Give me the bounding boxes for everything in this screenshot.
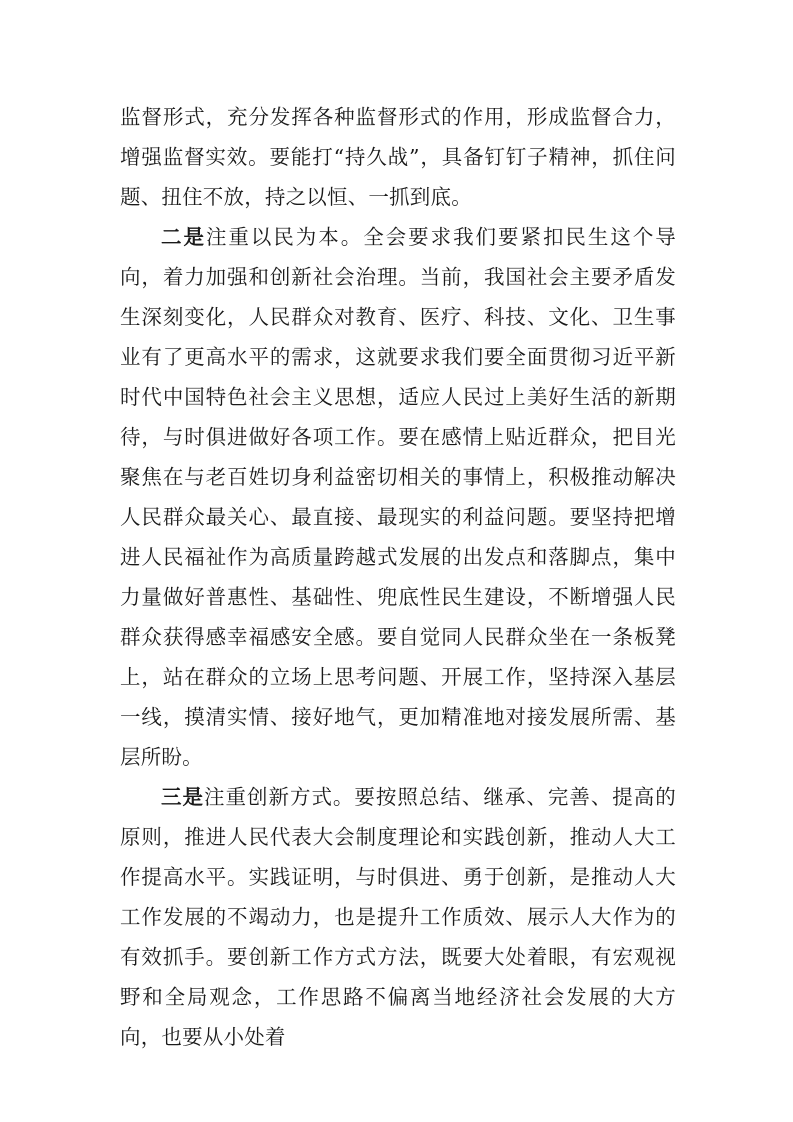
paragraph-point-two — [120, 217, 676, 777]
paragraph-continuation — [120, 97, 676, 217]
paragraph-text: 注重以民为本。全会要求我们要紧扣民生这个导向，着力加强和创新社会治理。当前，我国社会主要矛盾发生深刻变化，人民群众对教育、医疗、科技、文化、卫生事业有了更高水平的需求，这就要求我们要全面贯彻习近平新时代中国特色社会主义思想，适应人民过上美好生活的新期待，与时俱进做好各项工作。要在感情上贴近群众，把目光聚焦在与老百姓切身利益密切相关的事情上，积极推动解决人民群众最关心、最直接、最现实的利益问题。要坚持把增进人民福祉作为高质量跨越式发展的出发点和落脚点，集中力量做好普惠性、基础性、兜底性民生建设，不断增强人民群众获得感幸福感安全感。要自觉同人民群众坐在一条板凳上，站在群众的立场上思考问题、开展工作，坚持深入基层一线，摸清实情、接好地气，更加精准地对接发展所需、基层所盼。 — [120, 225, 676, 769]
paragraph-text: 监督形式，充分发挥各种监督形式的作用，形成监督合力，增强监督实效。要能打“持久战”，具备钉钉子精神，抓住问题、扭住不放，持之以恒、一抓到底。 — [120, 105, 676, 209]
paragraph-text: 注重创新方式。要按照总结、继承、完善、提高的原则，推进人民代表大会制度理论和实践创新，推动人大工作提高水平。实践证明，与时俱进、勇于创新，是推动人大工作发展的不竭动力，也是提升工作质效、展示人大作为的有效抓手。要创新工作方式方法，既要大处着眼，有宏观视野和全局观念，工作思路不偏离当地经济社会发展的大方向，也要从小处着 — [120, 785, 676, 1049]
paragraph-point-three — [120, 777, 676, 1057]
paragraph-lead: 二是 — [161, 225, 206, 249]
paragraph-lead: 三是 — [161, 785, 204, 809]
